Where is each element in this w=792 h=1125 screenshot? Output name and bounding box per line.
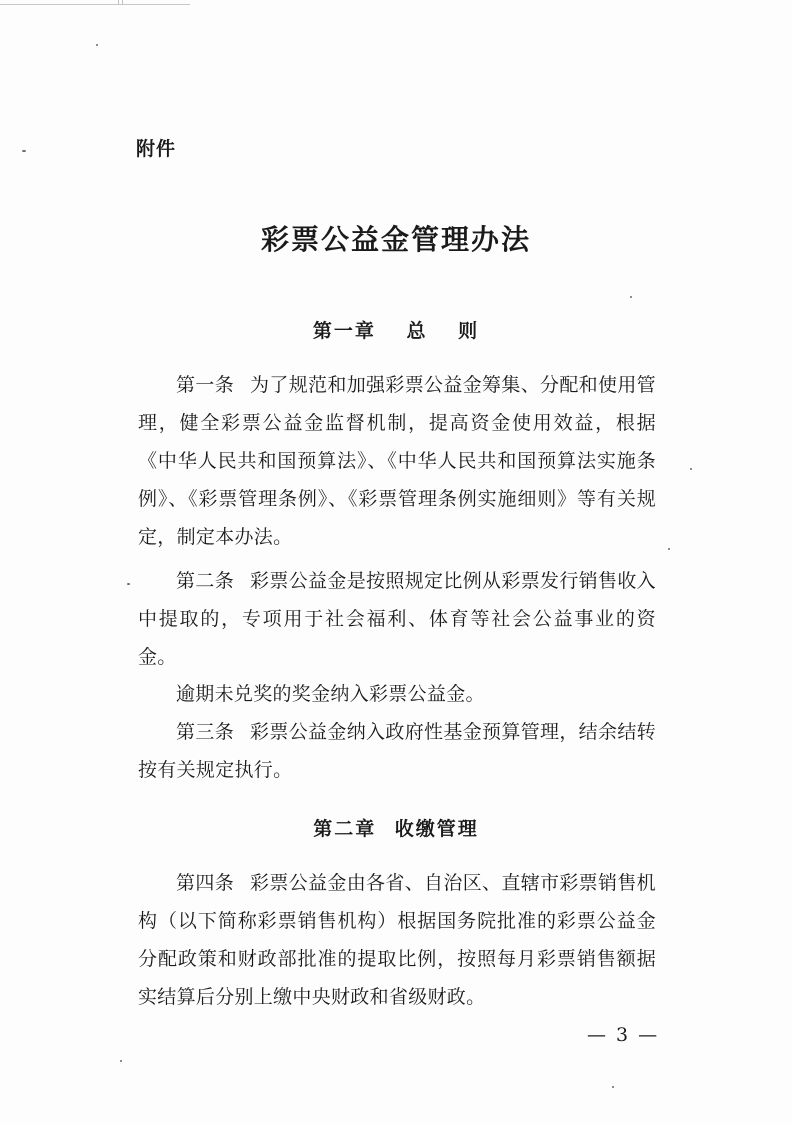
article-4-label: 第四条 [176, 872, 235, 894]
article-2-supplement [138, 675, 656, 713]
chapter-2-heading: 第二章 收缴管理 [313, 818, 479, 840]
top-rule-tick [118, 0, 119, 5]
attachment-label: 附件 [136, 138, 177, 160]
top-rule-tick [122, 0, 123, 5]
article-1-label: 第一条 [176, 374, 235, 396]
article-3 [138, 713, 656, 789]
scan-speck [120, 1060, 122, 1062]
article-3-label: 第三条 [176, 721, 235, 743]
article-2-text: 彩票公益金是按照规定比例从彩票发行销售收入中提取的，专项用于社会福利、体育等社会公益事业的资金。 [138, 570, 656, 668]
scan-speck [96, 44, 98, 46]
article-1-text: 为了规范和加强彩票公益金筹集、分配和使用管理，健全彩票公益金监督机制，提高资金使用效益，根据《中华人民共和国预算法》、《中华人民共和国预算法实施条例》、《彩票管理条例》、《彩票管理条例实施细则》等有关规定，制定本办法。 [138, 374, 656, 548]
scan-speck [127, 583, 130, 585]
top-rule [0, 0, 190, 5]
scan-speck [22, 150, 26, 152]
article-2-label: 第二条 [176, 570, 235, 592]
scan-speck [690, 468, 692, 470]
article-3-text: 彩票公益金纳入政府性基金预算管理，结余结转按有关规定执行。 [138, 721, 656, 781]
article-2-supplement-text: 逾期未兑奖的奖金纳入彩票公益金。 [176, 683, 485, 705]
document-title: 彩票公益金管理办法 [260, 223, 531, 256]
scan-speck [630, 296, 632, 298]
scan-speck [668, 548, 670, 550]
article-4-text: 彩票公益金由各省、自治区、直辖市彩票销售机构（以下简称彩票销售机构）根据国务院批准的彩票公益金分配政策和财政部批准的提取比例，按照每月彩票销售额据实结算后分别上缴中央财政和省级财政。 [138, 872, 656, 1008]
page-number: — 3 — [587, 1024, 660, 1046]
chapter-1-heading: 第一章 总 则 [312, 320, 480, 342]
article-2 [138, 562, 656, 676]
scan-speck [612, 1086, 614, 1088]
article-4 [138, 864, 656, 1016]
article-1 [138, 366, 656, 556]
